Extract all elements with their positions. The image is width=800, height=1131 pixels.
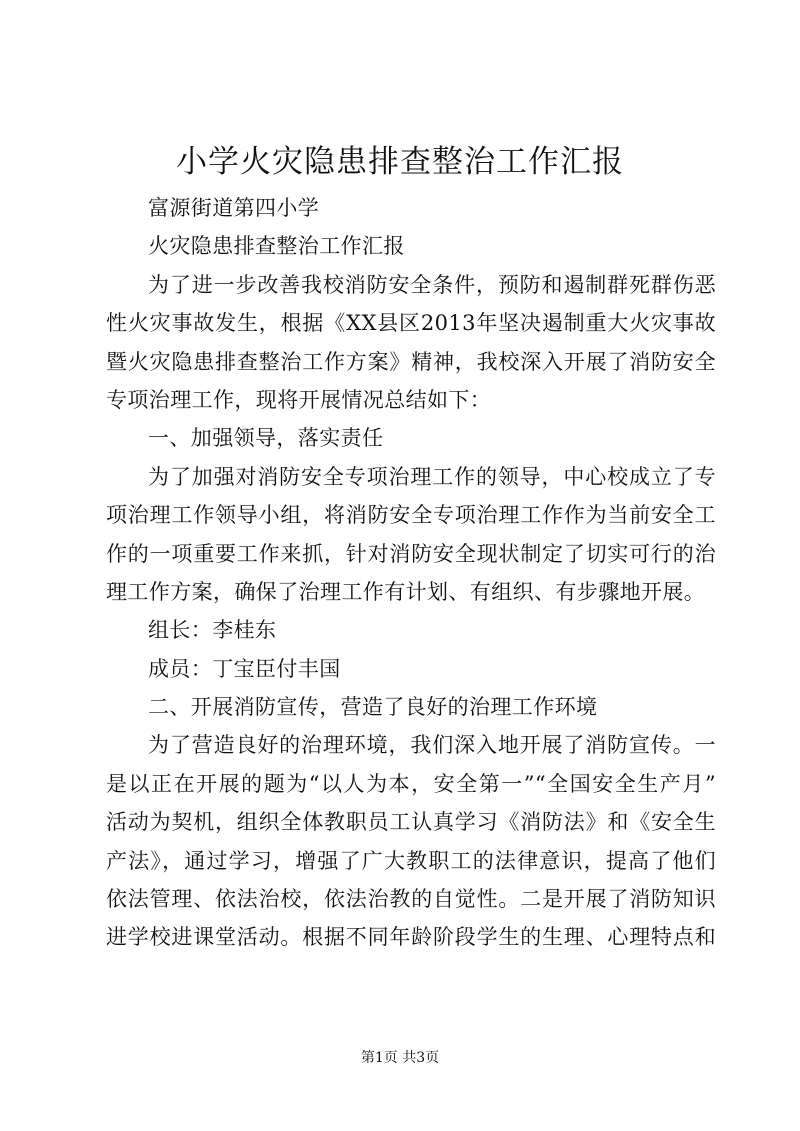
text-line: 专项治理工作，现将开展情况总结如下： <box>106 387 492 412</box>
document-title: 小学火灾隐患排查整治工作汇报 <box>176 144 624 180</box>
page-number: 第1页 共3页 <box>360 1050 440 1066</box>
section-heading: 一、加强领导，落实责任 <box>148 426 384 451</box>
text-line: 火灾隐患排查整治工作汇报 <box>148 234 405 259</box>
text-line: 依法管理、依法治校，依法治教的自觉性。二是开展了消防知识 <box>106 887 716 912</box>
text-line: 产法》，通过学习，增强了广大教职工的法律意识，提高了他们 <box>106 848 716 873</box>
text-line: 理工作方案，确保了治理工作有计划、有组织、有步骤地开展。 <box>106 579 706 604</box>
text-line: 成员：丁宝臣付丰国 <box>148 656 341 681</box>
text-line: 暨火灾隐患排查整治工作方案》精神，我校深入开展了消防安全 <box>106 349 716 374</box>
text-line: 为了加强对消防安全专项治理工作的领导，中心校成立了专 <box>148 464 716 489</box>
text-line: 是以正在开展的题为“以人为本，安全第一”“全国安全生产月” <box>106 771 716 796</box>
text-line: 项治理工作领导小组，将消防安全专项治理工作作为当前安全工 <box>106 503 716 528</box>
text-line: 为了营造良好的治理环境，我们深入地开展了消防宣传。一 <box>148 733 716 758</box>
text-line: 组长：李桂东 <box>148 618 277 643</box>
text-line: 进学校进课堂活动。根据不同年龄阶段学生的生理、心理特点和 <box>106 925 716 950</box>
page-footer <box>0 1048 800 1068</box>
document-body <box>106 189 716 957</box>
text-line: 性火灾事故发生，根据《XX县区2013年坚决遏制重大火灾事故 <box>106 311 716 336</box>
text-line: 为了进一步改善我校消防安全条件，预防和遏制群死群伤恶 <box>148 272 716 297</box>
text-line: 作的一项重要工作来抓，针对消防安全现状制定了切实可行的治 <box>106 541 716 566</box>
text-line: 富源街道第四小学 <box>148 196 320 220</box>
text-line: 活动为契机，组织全体教职员工认真学习《消防法》和《安全生 <box>106 810 716 835</box>
section-heading: 二、开展消防宣传，营造了良好的治理工作环境 <box>148 695 598 720</box>
